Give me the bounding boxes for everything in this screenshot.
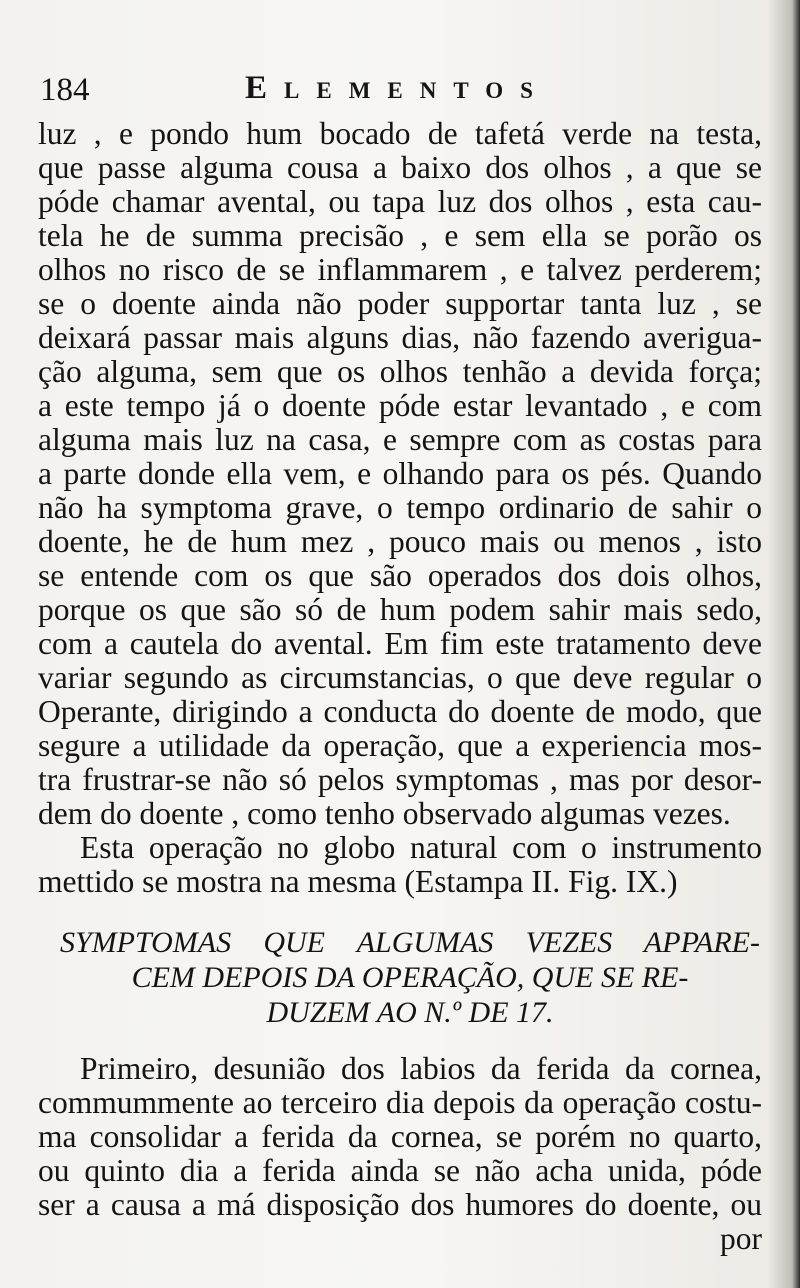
text-line: se entende com os que são operados dos dois olhos, bbox=[38, 559, 762, 593]
text-line: póde chamar avental, ou tapa luz dos olhos , esta cau- bbox=[38, 185, 762, 219]
page-number: 184 bbox=[40, 72, 90, 108]
text-line: não ha symptoma grave, o tempo ordinario de sahir o bbox=[38, 491, 762, 525]
text-line: com a cautela do avental. Em fim este tratamento deve bbox=[38, 627, 762, 661]
heading-line: DUZEM AO N.º DE 17. bbox=[266, 996, 554, 1029]
paragraph-primeiro bbox=[38, 1052, 762, 1256]
text-line: Primeiro, desunião dos labios da ferida da cornea, bbox=[80, 1052, 762, 1086]
text-line: deixará passar mais alguns dias, não fazendo averigua- bbox=[38, 321, 762, 355]
text-line: luz , e pondo hum bocado de tafetá verde na testa, bbox=[38, 117, 762, 151]
heading-line: CEM DEPOIS DA OPERAÇÃO, QUE SE RE- bbox=[131, 961, 689, 994]
text-line: variar segundo as circumstancias, o que deve regular o bbox=[38, 661, 762, 695]
text-line: ou quinto dia a ferida ainda se não acha unida, póde bbox=[38, 1154, 762, 1188]
text-line: a este tempo já o doente póde estar levantado , e com bbox=[38, 389, 762, 423]
text-line: se o doente ainda não poder supportar tanta luz , se bbox=[38, 287, 762, 321]
text-line: a parte donde ella vem, e olhando para os pés. Quando bbox=[38, 457, 762, 491]
text-line: tra frustrar-se não só pelos symptomas , mas por desor- bbox=[38, 763, 762, 797]
text-line: olhos no risco de se inflammarem , e talvez perderem; bbox=[38, 253, 762, 287]
text-line: commummente ao terceiro dia depois da operação costu- bbox=[38, 1086, 762, 1120]
text-line: tela he de summa precisão , e sem ella se porão os bbox=[38, 219, 762, 253]
running-title: Elementos bbox=[245, 70, 550, 106]
text-line: ser a causa a má disposição dos humores do doente, ou bbox=[38, 1188, 762, 1222]
text-line: doente, he de hum mez , pouco mais ou menos , isto bbox=[38, 525, 762, 559]
text-line: Esta operação no globo natural com o instrumento bbox=[80, 831, 762, 865]
text-line: ma consolidar a ferida da cornea, se porém no quarto, bbox=[38, 1120, 762, 1154]
text-line: segure a utilidade da operação, que a experiencia mos- bbox=[38, 729, 762, 763]
text-line: ção alguma, sem que os olhos tenhão a devida força; bbox=[38, 355, 762, 389]
catchword: por bbox=[720, 1222, 762, 1256]
text-line: alguma mais luz na casa, e sempre com as costas para bbox=[38, 423, 762, 457]
text-line: dem do doente , como tenho observado algumas vezes. bbox=[38, 797, 731, 831]
heading-line: SYMPTOMAS QUE ALGUMAS VEZES APPARE- bbox=[60, 926, 760, 959]
running-head bbox=[40, 70, 760, 120]
text-line: mettido se mostra na mesma (Estampa II. Fig. IX.) bbox=[38, 865, 678, 899]
text-line: porque os que são só de hum podem sahir mais sedo, bbox=[38, 593, 762, 627]
text-line: que passe alguma cousa a baixo dos olhos , a que se bbox=[38, 151, 762, 185]
section-heading bbox=[60, 925, 760, 1030]
paragraph-continued bbox=[38, 117, 762, 899]
text-line: Operante, dirigindo a conducta do doente de modo, que bbox=[38, 695, 762, 729]
